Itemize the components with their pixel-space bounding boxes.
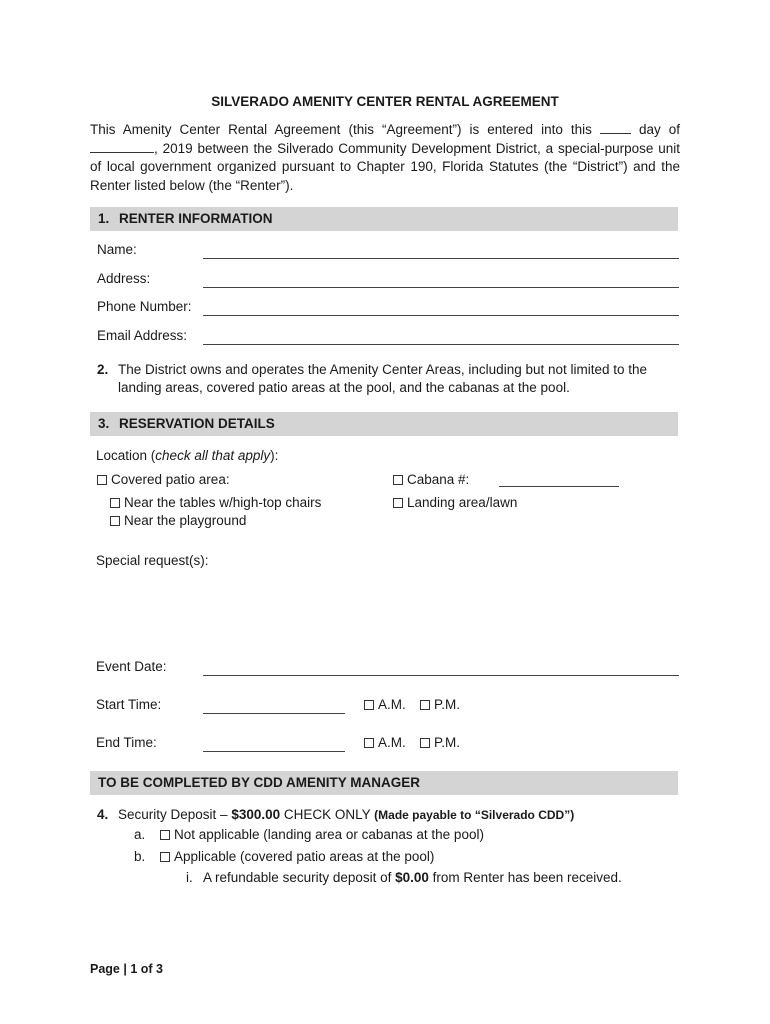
sub-item-i-suffix: from Renter has been received. xyxy=(428,870,622,885)
phone-label: Phone Number: xyxy=(97,299,192,314)
cabana-option[interactable] xyxy=(393,472,469,487)
covered-patio-checkbox[interactable] xyxy=(97,475,107,485)
sub-item-i-label: i. xyxy=(186,870,193,885)
near-playground-option[interactable] xyxy=(110,513,246,528)
item-4-number: 4. xyxy=(97,807,109,822)
section-1-header xyxy=(90,207,678,231)
intro-text-1: This Amenity Center Rental Agreement (this “Agreement”) is entered into this xyxy=(90,122,592,137)
end-am-option[interactable] xyxy=(364,735,406,750)
start-am-option[interactable] xyxy=(364,697,406,712)
section-3-number: 3. xyxy=(98,416,110,431)
section-2-text: The District owns and operates the Amenity Center Areas, including but not limited to the landing areas, covered patio areas at the pool, and the cabanas at the pool. xyxy=(118,362,648,395)
cabana-number-field[interactable] xyxy=(499,486,619,487)
security-deposit-line xyxy=(97,807,574,822)
option-b[interactable] xyxy=(160,849,434,864)
end-time-label: End Time: xyxy=(96,735,157,750)
end-am-checkbox[interactable] xyxy=(364,738,374,748)
near-playground-checkbox[interactable] xyxy=(110,516,120,526)
section-2-paragraph xyxy=(97,361,677,397)
email-field[interactable] xyxy=(203,344,679,345)
near-tables-label: Near the tables w/high-top chairs xyxy=(124,495,322,510)
sub-item-i xyxy=(203,870,622,885)
start-pm-option[interactable] xyxy=(420,697,460,712)
option-b-text: Applicable (covered patio areas at the pool) xyxy=(174,849,435,864)
deposit-check-only: CHECK ONLY xyxy=(280,807,375,822)
document-title: SILVERADO AMENITY CENTER RENTAL AGREEMENT xyxy=(211,94,559,109)
near-playground-label: Near the playground xyxy=(124,513,247,528)
end-time-field[interactable] xyxy=(203,751,345,752)
end-pm-checkbox[interactable] xyxy=(420,738,430,748)
start-pm-checkbox[interactable] xyxy=(420,700,430,710)
section-1-title: RENTER INFORMATION xyxy=(119,211,273,226)
start-time-label: Start Time: xyxy=(96,697,162,712)
location-label xyxy=(96,448,278,463)
option-b-checkbox[interactable] xyxy=(160,852,170,862)
option-a-text: Not applicable (landing area or cabanas at the pool) xyxy=(174,827,484,842)
start-time-field[interactable] xyxy=(203,713,345,714)
start-pm-label: P.M. xyxy=(434,697,461,712)
address-field[interactable] xyxy=(203,287,679,288)
near-tables-checkbox[interactable] xyxy=(110,498,120,508)
address-label: Address: xyxy=(97,271,151,286)
location-label-italic: check all that apply xyxy=(155,448,271,463)
option-a-checkbox[interactable] xyxy=(160,830,170,840)
event-date-field[interactable] xyxy=(203,675,679,676)
cabana-checkbox[interactable] xyxy=(393,475,403,485)
landing-checkbox[interactable] xyxy=(393,498,403,508)
name-field[interactable] xyxy=(203,258,679,259)
start-am-label: A.M. xyxy=(378,697,406,712)
email-label: Email Address: xyxy=(97,328,188,343)
covered-patio-option[interactable] xyxy=(97,472,230,487)
location-label-end: ): xyxy=(270,448,279,463)
option-a-label: a. xyxy=(134,827,146,842)
landing-option[interactable] xyxy=(393,495,517,510)
event-date-label: Event Date: xyxy=(96,659,167,674)
section-3-header xyxy=(90,412,678,436)
deposit-amount: $300.00 xyxy=(231,807,281,822)
manager-section-header xyxy=(90,771,678,795)
page-footer: Page | 1 of 3 xyxy=(90,962,163,976)
month-blank[interactable] xyxy=(90,140,154,153)
section-1-number: 1. xyxy=(98,211,110,226)
intro-text-2: day of xyxy=(638,122,680,137)
section-2-number: 2. xyxy=(97,362,109,377)
deposit-payable-to: (Made payable to “Silverado CDD”) xyxy=(374,808,575,822)
covered-patio-label: Covered patio area: xyxy=(111,472,230,487)
deposit-prefix: Security Deposit – xyxy=(118,807,232,822)
end-pm-option[interactable] xyxy=(420,735,460,750)
name-label: Name: xyxy=(97,242,137,257)
special-requests-area[interactable] xyxy=(96,575,680,650)
landing-label: Landing area/lawn xyxy=(407,495,518,510)
intro-text-3: , 2019 between the Silverado Community Development District, a special-purpose unit of local government organized pursuant to Chapter 190, Florida Statutes (the “District”) and the Renter listed below (the “Renter”). xyxy=(90,140,680,193)
special-requests-label: Special request(s): xyxy=(96,553,209,568)
intro-paragraph xyxy=(90,121,680,195)
near-tables-option[interactable] xyxy=(110,495,321,510)
location-label-text: Location ( xyxy=(96,448,156,463)
end-pm-label: P.M. xyxy=(434,735,461,750)
day-blank[interactable] xyxy=(600,121,631,134)
manager-section-title: TO BE COMPLETED BY CDD AMENITY MANAGER xyxy=(98,775,421,790)
option-b-label: b. xyxy=(134,849,146,864)
sub-item-i-amount: $0.00 xyxy=(395,870,429,885)
start-am-checkbox[interactable] xyxy=(364,700,374,710)
sub-item-i-prefix: A refundable security deposit of xyxy=(203,870,396,885)
cabana-label: Cabana #: xyxy=(407,472,470,487)
section-3-title: RESERVATION DETAILS xyxy=(119,416,275,431)
end-am-label: A.M. xyxy=(378,735,406,750)
phone-field[interactable] xyxy=(203,315,679,316)
option-a[interactable] xyxy=(160,827,484,842)
